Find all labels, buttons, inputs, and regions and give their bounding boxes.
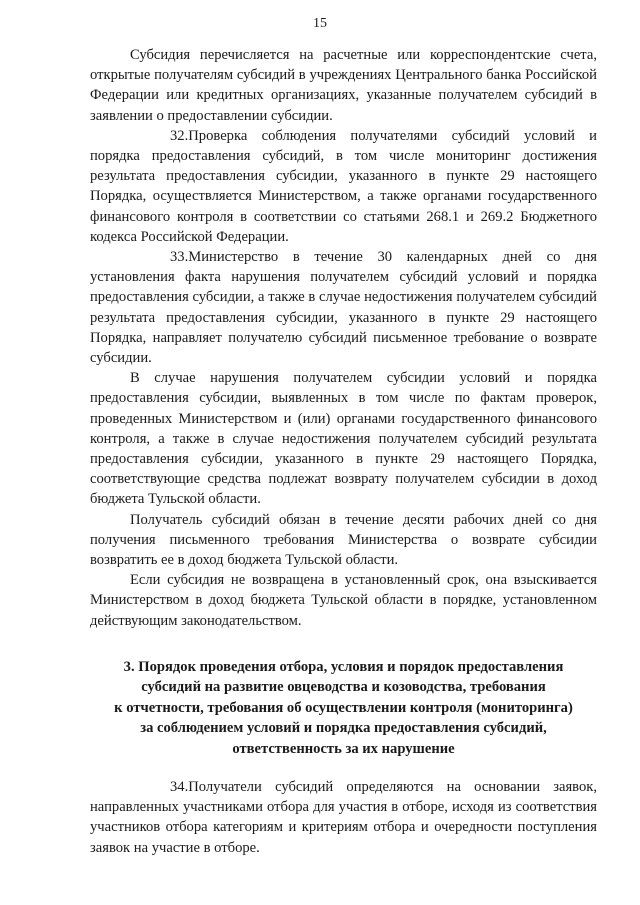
section-heading-line: субсидий на развитие овцеводства и козоводства, требования bbox=[141, 679, 546, 696]
section-heading-line: ответственность за их нарушение bbox=[232, 740, 455, 757]
paragraph-text: Получатель субсидий обязан в течение десяти рабочих дней со дня получения письменного требования Министерства о возврате субсидии возвратить ее в доход бюджета Тульской области. bbox=[90, 511, 597, 569]
paragraph-number: 33. bbox=[170, 249, 189, 266]
paragraph-recovery bbox=[90, 570, 597, 631]
section-heading-line: 3. Порядок проведения отбора, условия и порядок предоставления bbox=[123, 658, 564, 675]
paragraph-text: Субсидия перечисляется на расчетные или корреспондентские счета, открытые получателям субсидий в учреждениях Центрального банка Российской Федерации или кредитных организациях, указанные получателем субсидий в заявлении о предоставлении субсидии. bbox=[90, 47, 597, 124]
paragraph-text: Министерство в течение 30 календарных дней со дня установления факта нарушения получателем субсидий условий и порядка предоставления субсидии, а также в случае недостижения получателем субсидий результата предоставления субсидии, указанного в пункте 29 настоящего Порядка, направляет получателю субсидий письменное требование о возврате субсидии. bbox=[90, 249, 597, 367]
paragraph-text: Проверка соблюдения получателями субсидий условий и порядка предоставления субсидий, в том числе мониторинг достижения результата предоставления субсидии, указанного в пункте 29 настоящего Порядка, осуществляется Министерством, а также органами государственного финансового контроля в соответствии со статьями 268.1 и 269.2 Бюджетного кодекса Российской Федерации. bbox=[90, 127, 597, 245]
section-heading bbox=[90, 657, 597, 759]
paragraph-violation-return bbox=[90, 368, 597, 509]
section-heading-line: за соблюдением условий и порядка предоставления субсидий, bbox=[140, 720, 547, 737]
paragraph-number: 32. bbox=[170, 127, 189, 144]
page-number: 15 bbox=[313, 16, 327, 31]
paragraph-return-deadline bbox=[90, 510, 597, 571]
paragraph-32 bbox=[90, 126, 597, 247]
paragraph-text: В случае нарушения получателем субсидии условий и порядка предоставления субсидии, выявленных в том числе по фактам проверок, проведенных Министерством и (или) органами государственного финансового контроля, а также в случае недостижения получателем субсидий результата предоставления субсидии, указанного в пункте 29 настоящего Порядка, соответствующие средства подлежат возврату получателем субсидии в доход бюджета Тульской области. bbox=[90, 370, 597, 508]
paragraph-subsidy-transfer bbox=[90, 45, 597, 126]
paragraph-33 bbox=[90, 247, 597, 368]
paragraph-text: Если субсидия не возвращена в установленный срок, она взыскивается Министерством в доход бюджета Тульской области в порядке, установленном действующим законодательством. bbox=[90, 572, 597, 629]
section-heading-line: к отчетности, требования об осуществлении контроля (мониторинга) bbox=[114, 699, 573, 716]
paragraph-34 bbox=[90, 777, 597, 858]
paragraph-text: Получатели субсидий определяются на основании заявок, направленных участниками отбора для участия в отборе, исходя из соответствия участников отбора категориям и критериям отбора и очередности поступления заявок на участие в отборе. bbox=[90, 778, 597, 856]
paragraph-number: 34. bbox=[170, 778, 189, 795]
document-body bbox=[90, 45, 597, 858]
